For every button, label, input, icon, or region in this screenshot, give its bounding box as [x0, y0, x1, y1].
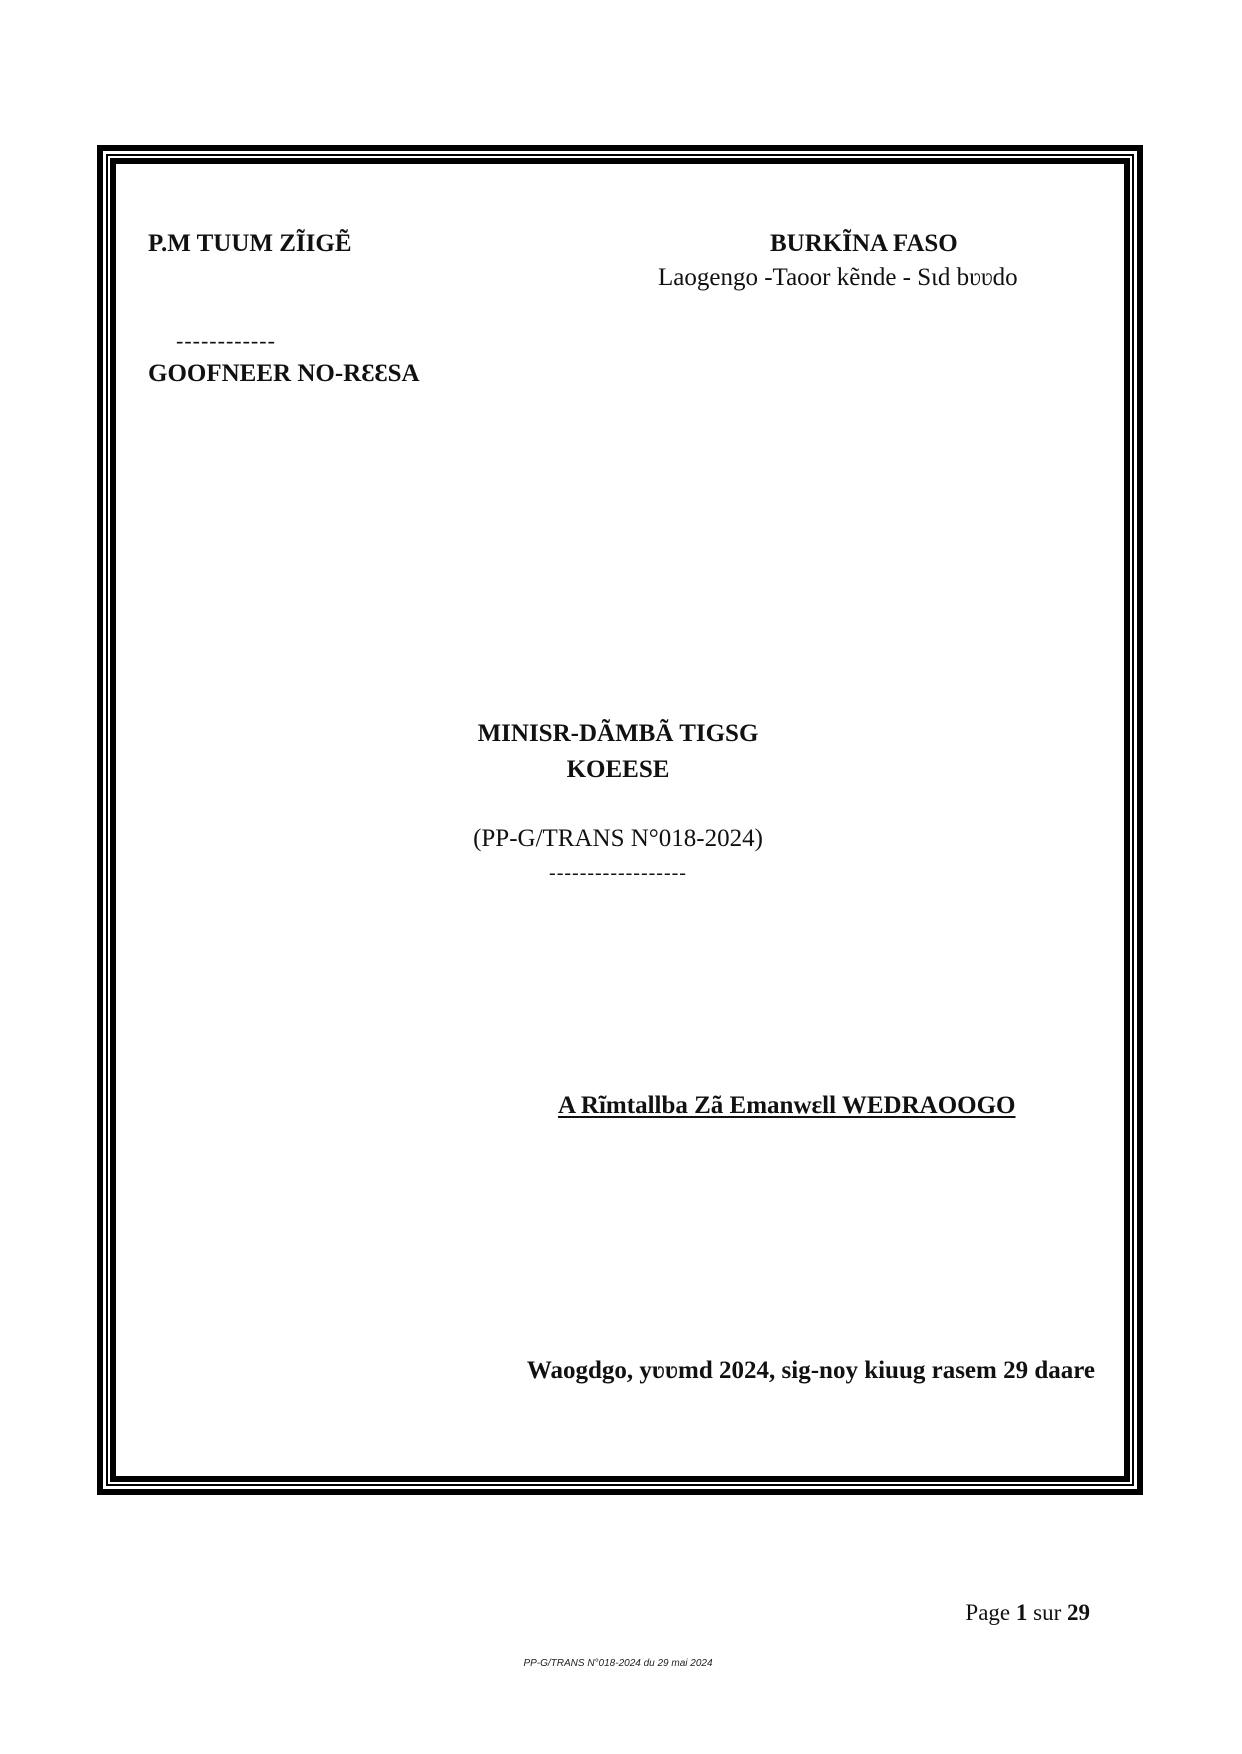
- title-separator: ------------------: [549, 862, 687, 884]
- document-title-line1: MINISR-DÃMBÃ TIGSG: [477, 720, 759, 747]
- national-motto: Laogengo -Taoor kẽnde - Sɩd bʋʋdo: [658, 264, 1018, 291]
- office-title: P.M TUUM ZĨIGẼ: [148, 230, 352, 257]
- document-reference: (PP-G/TRANS N°018-2024): [473, 825, 763, 852]
- ministry-name: GOOFNEER NO-RƐƐSA: [148, 360, 420, 387]
- document-title-line2: KOEESE: [566, 756, 670, 783]
- page-of-label: sur: [1033, 1600, 1062, 1625]
- place-and-date: Waogdgo, yʋʋmd 2024, sig-noy kiuug rasem 29 daare: [526, 1357, 1095, 1384]
- footer-document-reference: PP-G/TRANS N°018-2024 du 29 mai 2024: [523, 1658, 713, 1669]
- page-current: 1: [1015, 1600, 1028, 1625]
- page-label: Page: [965, 1600, 1011, 1625]
- country-name: BURKĨNA FASO: [770, 230, 958, 257]
- author-name: A Rĩmtallba Zã Emanwɛll WEDRAOOGO: [558, 1092, 1016, 1119]
- page-total: 29: [1067, 1600, 1090, 1625]
- header-separator: ------------: [176, 328, 276, 353]
- page-number: [965, 1600, 1090, 1626]
- page-border-inner: [110, 158, 1130, 1482]
